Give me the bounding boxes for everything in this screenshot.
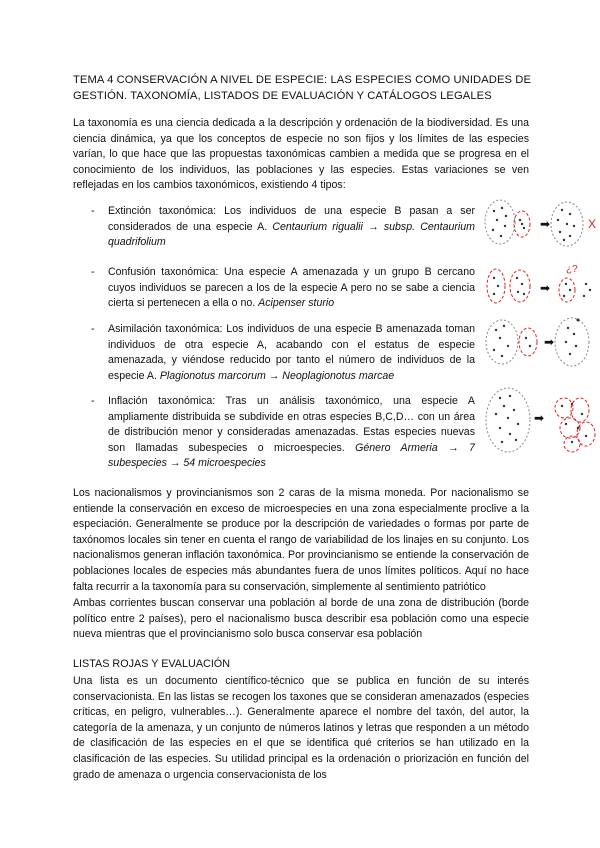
item-text: Asimilación taxonómica: Los individuos de una especie B amenazada toman individuos de otra especie A, acabando con el estatus de especie amenazada, y viéndose reducido por tanto el número de individuos de la especie A. — [108, 323, 475, 382]
item-text: Confusión taxonómica: Una especie A amenazada y un grupo B cercano cuyos individuos se parecen a los de la especie A pero no se sabe a ciencia cierta si pertenecen a ella o no. — [108, 266, 475, 310]
species-a-expanded-ellipse — [555, 318, 589, 366]
bullet-marker: - — [91, 323, 95, 335]
species-a-ellipse — [486, 320, 518, 364]
nacionalismos-paragraph: Los nacionalismos y provincianismos son 2 caras de la misma moneda. Por nacionalismo se entiende la conservación en exceso de microespecies en una zona especialmente proclive a la especiación. Generalmente se produce por la descripción de variedades o formas por parte de taxónomos locales sin tener en cuenta el rango de variabilidad de los linajes en su conjunto. Los nacionalismos generan inflación taxonómica. Por provincianismo se entiende la conservación de poblaciones locales de especies más abundantes fuera de unos límites políticos. Aquí no hace falta recurrir a la taxonomía para su conservación, simplemente al sentimiento patriótico — [73, 487, 529, 593]
item-example: Centaurium rigualii → subsp. Centaurium quadrifolium — [108, 220, 475, 249]
section-title: LISTAS ROJAS Y EVALUACIÓN — [73, 658, 231, 670]
uncertain-ellipse — [559, 278, 575, 302]
species-a-wide-ellipse — [486, 388, 530, 452]
item-example: Acipenser sturio — [258, 297, 335, 310]
bullet-marker: - — [91, 395, 95, 407]
item-example: Plagionotus marcorum → Neoplagionotus marcae — [159, 369, 395, 382]
page-title: TEMA 4 CONSERVACIÓN A NIVEL DE ESPECIE: LAS ESPECIES COMO UNIDADES DE GESTIÓN. TAXONOMÍA, LISTADOS DE EVALUACIÓN Y CATÁLOGOS LEGALES — [73, 74, 532, 102]
dot — [577, 319, 580, 322]
question-mark-icon: ¿? — [566, 264, 578, 275]
list-item-inflacion — [108, 394, 475, 472]
item-text: Inflación taxonómica: Tras un análisis taxonómico, una especie A ampliamente distribuida se subdivide en otras especies B,C,D… con un área de distribución menor y consideradas amenazadas. Estas especies nuevas son llamadas subespecies o microespecies. — [108, 395, 475, 454]
arrow-icon: ➡ — [540, 217, 551, 231]
figure-extincion — [482, 196, 600, 248]
intro-paragraph: La taxonomía es una ciencia dedicada a la descripción y ordenación de la biodiversidad. Es una ciencia dinámica, ya que los conceptos de especie no son fijos y los límites de las especies varían, lo que hace que las propuestas taxonómicas cambien a medida que se progresa en el conocimiento de los individuos, las poblaciones y las especies. Estas variaciones se ven reflejadas en los cambios taxonómicos, existiendo 4 tipos: — [73, 117, 529, 192]
individuals-dots — [492, 207, 575, 241]
bullet-marker: - — [91, 205, 95, 217]
ambas-corrientes-paragraph: Ambas corrientes buscan conservar una población al borde de una zona de distribución (borde político entre 2 países), pero el nacionalismo busca describir esa población como una especie nueva mientras que el provincianismo solo busca conservar esa población — [73, 597, 529, 641]
list-item-asimilacion — [108, 322, 475, 384]
arrow-icon: ➡ — [534, 411, 545, 425]
figure-asimilacion — [482, 312, 600, 372]
figure-inflacion — [482, 384, 600, 456]
bullet-marker: - — [91, 266, 95, 278]
arrow-icon: ➡ — [540, 281, 551, 295]
species-a-ellipse — [485, 200, 515, 244]
individuals-dots — [493, 325, 577, 357]
x-mark-icon: X — [588, 217, 597, 231]
species-b-ellipse — [519, 328, 537, 356]
figure-confusion — [482, 258, 600, 310]
group-b-ellipse — [510, 270, 530, 302]
arrow-icon: ➡ — [544, 335, 555, 349]
listas-paragraph: Una lista es un documento científico-técnico que se publica en función de su interés conservacionista. En las listas se recogen los taxones que se consideran amenazados (especies críticas, en peligro, vulnerables…). Generalmente aparece el nombre del taxón, del autor, la categoría de la amenaza, y un conjunto de números latinos y letras que responden a un método de clasificación de las especies en el que se identifica qué criterios se han utilizado en la clasificación de las especies. Su utilidad principal es la ordenación o priorización en función del grado de amenaza o urgencia conservacionista de los — [73, 675, 529, 781]
list-item-extincion — [108, 204, 475, 251]
item-text: Extinción taxonómica: Los individuos de una especie B pasan a ser considerados de una especie A. — [108, 205, 475, 233]
species-a-ellipse — [487, 269, 505, 303]
item-example: Género Armeria → 7 subespecies → 54 microespecies — [108, 441, 476, 470]
list-item-confusion — [108, 265, 475, 312]
